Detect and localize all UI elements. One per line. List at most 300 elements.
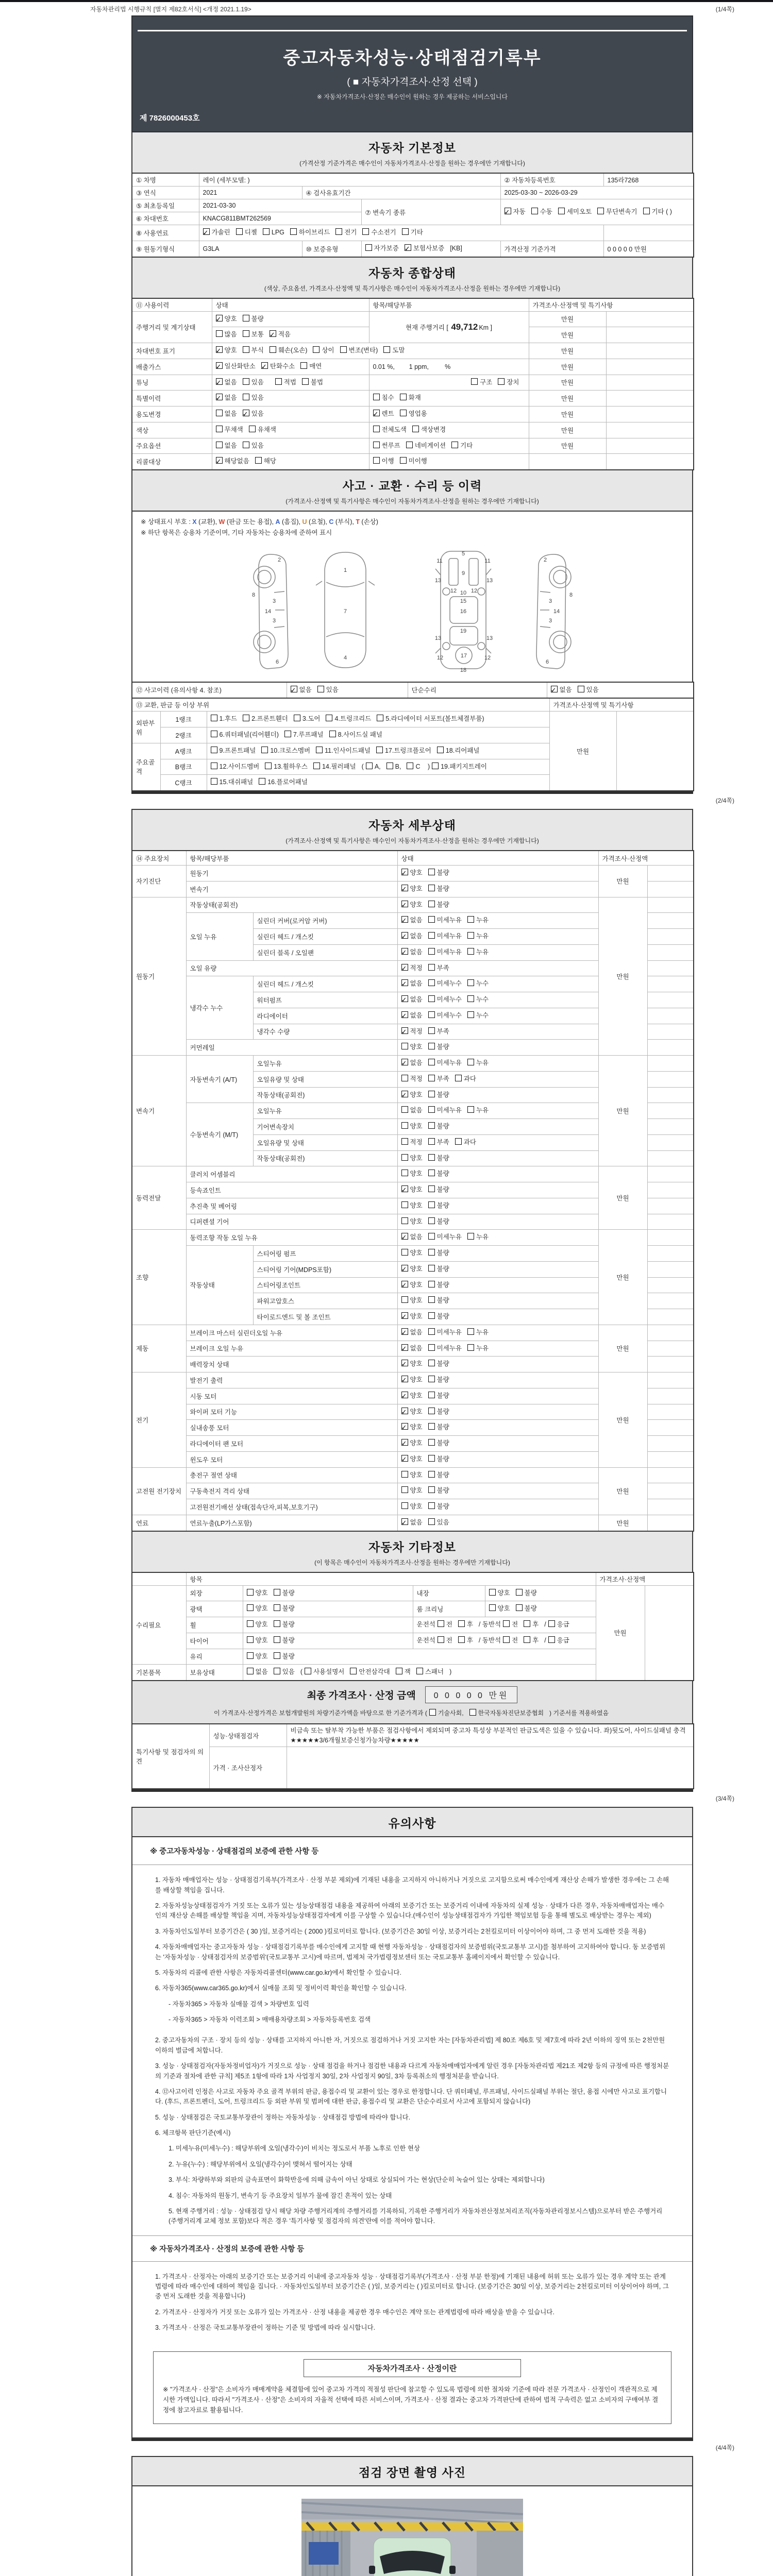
check-label: 양호 bbox=[497, 1589, 510, 1597]
checkbox[interactable] bbox=[247, 1604, 254, 1611]
checkbox[interactable] bbox=[302, 378, 309, 385]
check-option bbox=[467, 930, 489, 943]
checkbox[interactable] bbox=[469, 1709, 476, 1716]
lab2: 가격산정 기준가격 bbox=[500, 241, 603, 257]
checkbox[interactable] bbox=[451, 442, 458, 448]
checkbox[interactable] bbox=[531, 208, 538, 214]
checkbox[interactable] bbox=[458, 1636, 465, 1643]
checkbox[interactable] bbox=[401, 995, 408, 1002]
checkbox[interactable] bbox=[416, 1668, 423, 1674]
checkbox[interactable] bbox=[401, 932, 408, 939]
checkbox[interactable] bbox=[305, 1668, 311, 1674]
checkbox[interactable] bbox=[401, 1138, 408, 1145]
checkbox[interactable] bbox=[401, 1091, 408, 1097]
checkbox[interactable] bbox=[455, 1138, 462, 1145]
checkbox[interactable] bbox=[428, 1439, 435, 1446]
check-option bbox=[401, 1231, 423, 1244]
item: 라디에이터 팬 모터 bbox=[186, 1436, 397, 1452]
checkbox[interactable] bbox=[428, 964, 435, 971]
cell bbox=[397, 1277, 598, 1293]
checkbox[interactable] bbox=[400, 457, 407, 464]
check-label: 전 bbox=[512, 1621, 518, 1628]
check-option bbox=[274, 1635, 295, 1647]
check-option bbox=[428, 1137, 449, 1149]
checkbox[interactable] bbox=[216, 394, 223, 400]
checkbox[interactable] bbox=[428, 979, 435, 986]
cell bbox=[606, 311, 694, 327]
checkbox[interactable] bbox=[428, 948, 435, 955]
checkbox[interactable] bbox=[329, 731, 336, 737]
checkbox[interactable] bbox=[326, 715, 332, 721]
checkbox[interactable] bbox=[467, 1106, 474, 1113]
checkbox[interactable] bbox=[643, 208, 650, 214]
dev: 전기 bbox=[132, 1372, 186, 1468]
cell bbox=[647, 1056, 694, 1072]
checkbox[interactable] bbox=[400, 410, 407, 416]
val: 레이 (세부모델: ) bbox=[199, 173, 500, 187]
cell bbox=[647, 1230, 694, 1246]
checkbox[interactable] bbox=[401, 1328, 408, 1335]
checkbox[interactable] bbox=[428, 1027, 435, 1034]
checkbox[interactable] bbox=[396, 1668, 402, 1674]
checkbox[interactable] bbox=[255, 457, 262, 464]
checkbox[interactable] bbox=[401, 1027, 408, 1034]
check-text: [KB] bbox=[450, 244, 462, 252]
sub: 워터펌프 bbox=[253, 992, 397, 1008]
checkbox[interactable] bbox=[294, 715, 300, 721]
checkbox[interactable] bbox=[428, 1091, 435, 1097]
checkbox[interactable] bbox=[247, 1668, 254, 1674]
checkbox[interactable] bbox=[401, 1281, 408, 1287]
checkbox[interactable] bbox=[428, 1138, 435, 1145]
checkbox[interactable] bbox=[428, 901, 435, 907]
checkbox[interactable] bbox=[401, 901, 408, 907]
checkbox[interactable] bbox=[263, 228, 270, 235]
cell bbox=[606, 391, 694, 406]
checkbox[interactable] bbox=[407, 762, 413, 769]
checkbox[interactable] bbox=[428, 1423, 435, 1430]
checkbox[interactable] bbox=[438, 1620, 444, 1627]
checkbox[interactable] bbox=[401, 1502, 408, 1509]
checkbox[interactable] bbox=[350, 1668, 357, 1674]
checkbox[interactable] bbox=[247, 1636, 254, 1643]
checkbox[interactable] bbox=[243, 442, 249, 448]
checkbox[interactable] bbox=[401, 885, 408, 891]
checkbox[interactable] bbox=[243, 715, 249, 721]
checkbox[interactable] bbox=[401, 964, 408, 971]
check-label: 적정 bbox=[410, 964, 423, 972]
checkbox[interactable] bbox=[211, 778, 217, 785]
check-label: 불량 bbox=[282, 1621, 295, 1628]
cell bbox=[397, 1087, 598, 1103]
check-text: / bbox=[544, 1621, 546, 1628]
checkbox[interactable] bbox=[551, 686, 558, 692]
checkbox[interactable] bbox=[211, 731, 217, 737]
checkbox[interactable] bbox=[373, 410, 380, 416]
checkbox[interactable] bbox=[401, 1249, 408, 1256]
table-row bbox=[132, 698, 694, 711]
checkbox[interactable] bbox=[284, 731, 291, 737]
checkbox[interactable] bbox=[216, 442, 223, 448]
checkbox[interactable] bbox=[401, 1376, 408, 1382]
checkbox[interactable] bbox=[467, 948, 474, 955]
checkbox[interactable] bbox=[428, 1502, 435, 1509]
price: 만원 bbox=[529, 359, 606, 375]
check-label: 양호 bbox=[410, 1170, 423, 1178]
checkbox[interactable] bbox=[373, 426, 380, 432]
dev: 변속기 bbox=[132, 1056, 186, 1166]
checkbox[interactable] bbox=[270, 330, 276, 337]
check-option bbox=[407, 761, 420, 773]
checkbox[interactable] bbox=[401, 916, 408, 923]
checkbox[interactable] bbox=[401, 1408, 408, 1414]
checkbox[interactable] bbox=[428, 1296, 435, 1303]
check-label: 불법 bbox=[310, 378, 324, 386]
check-option bbox=[326, 713, 371, 725]
checkbox[interactable] bbox=[406, 442, 413, 448]
checkbox[interactable] bbox=[401, 1423, 408, 1430]
checkbox[interactable] bbox=[274, 1668, 280, 1674]
checkbox[interactable] bbox=[317, 686, 324, 692]
checkbox[interactable] bbox=[401, 1170, 408, 1176]
checkbox[interactable] bbox=[428, 1281, 435, 1287]
checkbox[interactable] bbox=[438, 1636, 444, 1643]
checkbox[interactable] bbox=[211, 715, 217, 721]
checkbox[interactable] bbox=[498, 378, 505, 385]
checkbox[interactable] bbox=[313, 346, 320, 353]
check-option bbox=[216, 313, 237, 326]
lab: ⑥ 차대번호 bbox=[132, 212, 199, 225]
checkbox[interactable] bbox=[489, 1589, 496, 1596]
check-label: 양호 bbox=[410, 1408, 423, 1415]
checkbox[interactable] bbox=[211, 747, 217, 753]
diagram-zone-numbers bbox=[252, 551, 573, 673]
checkbox[interactable] bbox=[428, 1170, 435, 1176]
checkbox[interactable] bbox=[471, 378, 478, 385]
sub: 스티어링 펌프 bbox=[253, 1246, 397, 1262]
check-option bbox=[428, 1057, 462, 1070]
checkbox[interactable] bbox=[247, 1589, 254, 1596]
checkbox[interactable] bbox=[275, 378, 282, 385]
sub: 스티어링 기어(MDPS포함) bbox=[253, 1261, 397, 1277]
checkbox[interactable] bbox=[401, 1471, 408, 1478]
checkbox[interactable] bbox=[401, 1455, 408, 1462]
checkbox[interactable] bbox=[516, 1589, 523, 1596]
checkbox[interactable] bbox=[401, 1486, 408, 1493]
checkbox[interactable] bbox=[401, 1059, 408, 1065]
checkbox[interactable] bbox=[428, 932, 435, 939]
checkbox[interactable] bbox=[401, 1154, 408, 1161]
checkbox[interactable] bbox=[402, 228, 409, 235]
checkbox[interactable] bbox=[373, 457, 380, 464]
checkbox[interactable] bbox=[365, 244, 372, 251]
checkbox[interactable] bbox=[428, 1217, 435, 1224]
checkbox[interactable] bbox=[503, 1620, 510, 1627]
checkbox[interactable] bbox=[259, 778, 265, 785]
checkbox[interactable] bbox=[428, 1185, 435, 1192]
checkbox[interactable] bbox=[270, 346, 276, 353]
checkbox[interactable] bbox=[243, 378, 249, 385]
checkbox[interactable] bbox=[376, 747, 383, 753]
checkbox[interactable] bbox=[405, 244, 411, 251]
checkbox[interactable] bbox=[401, 1312, 408, 1319]
check-label: 불량 bbox=[436, 1217, 449, 1225]
checkbox[interactable] bbox=[401, 948, 408, 955]
checkbox[interactable] bbox=[428, 1471, 435, 1478]
check-option bbox=[211, 761, 260, 773]
checkbox[interactable] bbox=[216, 457, 223, 464]
checkbox[interactable] bbox=[428, 1106, 435, 1113]
svg-text:3: 3 bbox=[272, 598, 276, 604]
checkbox[interactable] bbox=[335, 228, 342, 235]
checkbox[interactable] bbox=[401, 1011, 408, 1018]
checkbox[interactable] bbox=[428, 1344, 435, 1351]
checkbox[interactable] bbox=[428, 1518, 435, 1525]
th: 가격조사·산정액 bbox=[598, 851, 694, 866]
checkbox[interactable] bbox=[524, 1620, 530, 1627]
checkbox[interactable] bbox=[274, 1589, 280, 1596]
checkbox[interactable] bbox=[503, 1636, 510, 1643]
etc-info-table bbox=[131, 1572, 694, 1682]
check-label: 미이행 bbox=[408, 457, 427, 465]
val: 0 0 0 0 0 만원 bbox=[603, 241, 694, 257]
checkbox[interactable] bbox=[274, 1636, 280, 1643]
checkbox[interactable] bbox=[412, 426, 419, 432]
checkbox[interactable] bbox=[401, 869, 408, 875]
checkbox[interactable] bbox=[428, 1265, 435, 1272]
checkbox[interactable] bbox=[216, 330, 223, 337]
checkbox[interactable] bbox=[458, 1620, 465, 1627]
svg-text:13: 13 bbox=[434, 635, 442, 641]
checkbox[interactable] bbox=[401, 1233, 408, 1240]
checkbox[interactable] bbox=[401, 1075, 408, 1081]
checkbox[interactable] bbox=[597, 208, 604, 214]
checkbox[interactable] bbox=[428, 1249, 435, 1256]
checkbox[interactable] bbox=[243, 330, 249, 337]
checkbox[interactable] bbox=[261, 362, 268, 369]
checkbox[interactable] bbox=[467, 932, 474, 939]
check-option bbox=[428, 1374, 449, 1386]
checkbox[interactable] bbox=[386, 762, 393, 769]
check-option bbox=[578, 684, 599, 697]
price: 만원 bbox=[529, 375, 606, 391]
check-label: 없음 bbox=[410, 1011, 423, 1019]
cell bbox=[397, 1134, 598, 1150]
check-option bbox=[401, 1105, 423, 1117]
lab: ⑧ 사용연료 bbox=[132, 225, 199, 241]
checkbox[interactable] bbox=[548, 1636, 555, 1643]
checkbox[interactable] bbox=[401, 1201, 408, 1208]
cell bbox=[647, 1277, 694, 1293]
checkbox[interactable] bbox=[216, 426, 223, 432]
checkbox[interactable] bbox=[265, 762, 272, 769]
checkbox[interactable] bbox=[524, 1636, 530, 1643]
checkbox[interactable] bbox=[249, 426, 256, 432]
cell bbox=[397, 1119, 598, 1135]
check-label: 응급 bbox=[557, 1621, 569, 1628]
dev: 주요옵션 bbox=[132, 438, 212, 454]
checkbox[interactable] bbox=[428, 1486, 435, 1493]
checkbox[interactable] bbox=[428, 1059, 435, 1065]
grp: 오일 누유 bbox=[186, 913, 253, 960]
checkbox[interactable] bbox=[428, 1075, 435, 1081]
checkbox[interactable] bbox=[211, 762, 217, 769]
checkbox[interactable] bbox=[428, 1312, 435, 1319]
check-option bbox=[216, 424, 243, 436]
check-option bbox=[340, 345, 378, 357]
check-label: 있음 bbox=[251, 410, 264, 417]
checkbox[interactable] bbox=[373, 442, 380, 448]
check-label: 양호 bbox=[410, 1091, 423, 1098]
check-label: 있음 bbox=[586, 686, 599, 693]
checkbox[interactable] bbox=[401, 1185, 408, 1192]
g2: 휠 bbox=[186, 1617, 243, 1633]
checkbox[interactable] bbox=[340, 346, 347, 353]
cell bbox=[647, 1182, 694, 1198]
checkbox[interactable] bbox=[578, 686, 584, 692]
checkbox[interactable] bbox=[216, 315, 223, 321]
checkbox[interactable] bbox=[467, 979, 474, 986]
checkbox[interactable] bbox=[428, 1328, 435, 1335]
cell bbox=[606, 359, 694, 375]
checkbox[interactable] bbox=[428, 885, 435, 891]
checkbox[interactable] bbox=[428, 1011, 435, 1018]
checkbox[interactable] bbox=[467, 1011, 474, 1018]
checkbox[interactable] bbox=[401, 1360, 408, 1366]
checkbox[interactable] bbox=[247, 1652, 254, 1659]
section-inspection-photos bbox=[131, 2456, 693, 2486]
legend-part: (요철), bbox=[307, 518, 329, 526]
check-option bbox=[428, 1279, 449, 1292]
checkbox[interactable] bbox=[274, 1620, 280, 1627]
check-option bbox=[428, 883, 449, 895]
checkbox[interactable] bbox=[428, 1122, 435, 1129]
checkbox[interactable] bbox=[428, 1360, 435, 1366]
checkbox[interactable] bbox=[428, 1455, 435, 1462]
checkbox[interactable] bbox=[401, 1344, 408, 1351]
checkbox[interactable] bbox=[243, 410, 249, 416]
checkbox[interactable] bbox=[467, 1328, 474, 1335]
checkbox[interactable] bbox=[243, 346, 249, 353]
check-option bbox=[401, 1263, 423, 1276]
checkbox[interactable] bbox=[216, 378, 223, 385]
checkbox[interactable] bbox=[203, 228, 210, 235]
notice-line: 5. 성능 · 상태점검은 국토교통부장관이 정하는 자동차성능 · 상태점검 방법에 따라야 합니다. bbox=[155, 2113, 411, 2121]
checkbox[interactable] bbox=[432, 762, 439, 769]
checkbox[interactable] bbox=[437, 747, 444, 753]
checkbox[interactable] bbox=[401, 1106, 408, 1113]
checkbox[interactable] bbox=[362, 228, 369, 235]
checkbox[interactable] bbox=[467, 916, 474, 923]
checkbox[interactable] bbox=[516, 1604, 523, 1611]
check-label: 불량 bbox=[436, 1170, 449, 1178]
checkbox[interactable] bbox=[467, 1059, 474, 1065]
checkbox[interactable] bbox=[243, 394, 249, 400]
checkbox[interactable] bbox=[373, 394, 380, 400]
checkbox[interactable] bbox=[558, 208, 565, 214]
checkbox[interactable] bbox=[467, 1344, 474, 1351]
checkbox[interactable] bbox=[236, 228, 243, 235]
checkbox[interactable] bbox=[428, 995, 435, 1002]
checkbox[interactable] bbox=[467, 995, 474, 1002]
checkbox[interactable] bbox=[313, 762, 320, 769]
checkbox[interactable] bbox=[428, 1201, 435, 1208]
check-option bbox=[216, 455, 249, 468]
check-label: 있음 bbox=[436, 1518, 449, 1526]
checkbox[interactable] bbox=[467, 1233, 474, 1240]
inspection-photo-front bbox=[301, 2499, 523, 2576]
checkbox[interactable] bbox=[216, 410, 223, 416]
table-row bbox=[132, 199, 694, 212]
checkbox[interactable] bbox=[400, 394, 407, 400]
checkbox[interactable] bbox=[428, 1376, 435, 1382]
check-label: 6.쿼터패널(리어휀더) bbox=[219, 731, 279, 738]
checkbox[interactable] bbox=[401, 1265, 408, 1272]
checkbox[interactable] bbox=[428, 869, 435, 875]
checkbox[interactable] bbox=[401, 1392, 408, 1398]
checkbox[interactable] bbox=[428, 1043, 435, 1049]
item: 연료누출(LP가스포함) bbox=[186, 1515, 397, 1531]
checkbox[interactable] bbox=[401, 1043, 408, 1049]
check-label: 양호 bbox=[410, 1186, 423, 1193]
checkbox[interactable] bbox=[366, 762, 373, 769]
checkbox[interactable] bbox=[429, 1709, 436, 1716]
checkbox[interactable] bbox=[428, 1154, 435, 1161]
th: ⑭ 주요장치 bbox=[132, 851, 186, 866]
checkbox[interactable] bbox=[548, 1620, 555, 1627]
tright bbox=[369, 375, 529, 391]
checkbox[interactable] bbox=[243, 315, 249, 321]
checkbox[interactable] bbox=[455, 1075, 462, 1081]
cell bbox=[212, 406, 369, 422]
checkbox[interactable] bbox=[261, 747, 268, 753]
checkbox[interactable] bbox=[383, 346, 390, 353]
checkbox[interactable] bbox=[401, 1518, 408, 1525]
checkbox[interactable] bbox=[401, 1439, 408, 1446]
checkbox[interactable] bbox=[489, 1604, 496, 1611]
checkbox[interactable] bbox=[291, 686, 297, 692]
check-label: 양호 bbox=[410, 1392, 423, 1399]
checkbox[interactable] bbox=[247, 1620, 254, 1627]
notices-box bbox=[131, 1836, 693, 2438]
cell bbox=[397, 1040, 598, 1056]
checkbox[interactable] bbox=[401, 1296, 408, 1303]
item: 배력장치 상태 bbox=[186, 1357, 397, 1372]
checkbox[interactable] bbox=[401, 1122, 408, 1129]
checkbox[interactable] bbox=[401, 979, 408, 986]
check-label: 미세누수 bbox=[436, 980, 462, 988]
checkbox[interactable] bbox=[428, 1392, 435, 1398]
checkbox[interactable] bbox=[274, 1652, 280, 1659]
checkbox[interactable] bbox=[216, 362, 223, 369]
grp: 작동상태 bbox=[186, 1246, 253, 1325]
checkbox[interactable] bbox=[428, 1408, 435, 1414]
checkbox[interactable] bbox=[377, 715, 383, 721]
checkbox[interactable] bbox=[274, 1604, 280, 1611]
checkbox[interactable] bbox=[316, 747, 323, 753]
check-option bbox=[373, 455, 394, 468]
checkbox[interactable] bbox=[428, 1233, 435, 1240]
checkbox[interactable] bbox=[428, 916, 435, 923]
checkbox[interactable] bbox=[300, 362, 307, 369]
checkbox[interactable] bbox=[505, 208, 511, 214]
item: 오일 유량 bbox=[186, 960, 397, 976]
cell bbox=[397, 1071, 598, 1087]
checkbox[interactable] bbox=[216, 346, 223, 353]
cell bbox=[500, 199, 694, 225]
checkbox[interactable] bbox=[401, 1217, 408, 1224]
checkbox[interactable] bbox=[290, 228, 297, 235]
